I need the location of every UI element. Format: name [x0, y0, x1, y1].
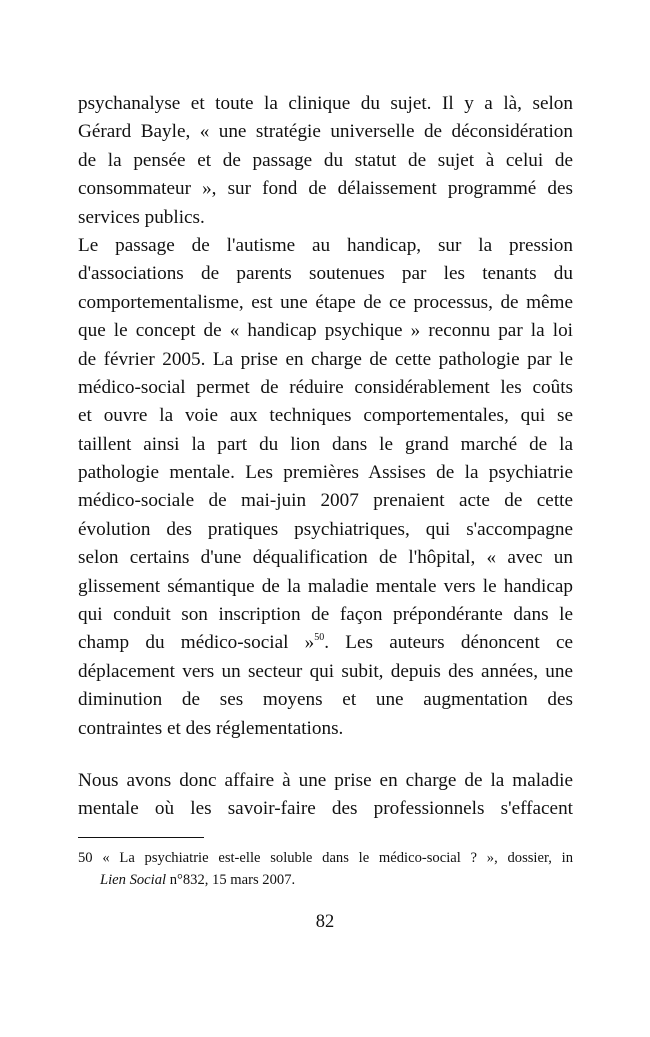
text-line: déplacement vers un secteur qui subit, depuis des années, une — [78, 660, 573, 682]
text-line: évolution des pratiques psychiatriques, qui s'accompagne — [78, 518, 573, 540]
footnote-text: « La psychiatrie est-elle soluble dans le médico-social ? », dossier, in — [102, 850, 573, 866]
text-line: comportementalisme, est une étape de ce processus, de même — [78, 291, 573, 313]
text-line: et ouvre la voie aux techniques comportementales, qui se — [78, 405, 573, 427]
text-line: de février 2005. La prise en charge de cette pathologie par le — [78, 348, 573, 370]
text-line: taillent ainsi la part du lion dans le grand marché de la — [78, 433, 573, 455]
paragraph-gap — [78, 743, 573, 767]
body-text — [78, 90, 573, 824]
text-line: consommateur », sur fond de délaissement programmé des — [78, 178, 573, 200]
text-line: Gérard Bayle, « une stratégie universelle de déconsidération — [78, 121, 573, 143]
text-line: médico-social permet de réduire considérablement les coûts — [78, 376, 573, 398]
text-line: Le passage de l'autisme au handicap, sur la pression — [78, 234, 573, 256]
text-line: Nous avons donc affaire à une prise en charge de la maladie — [78, 769, 573, 791]
text-line: services publics. — [78, 206, 205, 228]
footnote-journal: Lien Social — [100, 872, 167, 888]
footnote-text: n°832, 15 mars 2007. — [166, 872, 296, 888]
text-line: selon certains d'une déqualification de l'hôpital, « avec un — [78, 547, 573, 569]
footnote-separator — [78, 837, 204, 838]
footnote-reference[interactable]: 50 — [314, 632, 325, 644]
text-line: mentale où les savoir-faire des professionnels s'effacent — [78, 798, 573, 820]
paragraph-1 — [78, 90, 573, 232]
paragraph-2 — [78, 232, 573, 743]
text-line — [78, 629, 573, 657]
text-segment: . Les auteurs dénoncent ce — [324, 632, 574, 654]
text-line: diminution de ses moyens et une augmentation des — [78, 689, 573, 711]
text-line: psychanalyse et toute la clinique du sujet. Il y a là, selon — [78, 93, 573, 114]
text-line: contraintes et des réglementations. — [78, 717, 344, 739]
paragraph-3 — [78, 767, 573, 824]
footnote — [78, 847, 573, 891]
footnote-number: 50 — [78, 850, 93, 866]
footnote-line — [78, 847, 573, 869]
footnote-line — [78, 869, 573, 891]
text-line: glissement sémantique de la maladie mentale vers le handicap — [78, 575, 573, 597]
text-line: d'associations de parents soutenues par les tenants du — [78, 263, 573, 285]
text-line: pathologie mentale. Les premières Assises de la psychiatrie — [78, 462, 573, 484]
text-line: de la pensée et de passage du statut de sujet à celui de — [78, 149, 573, 171]
text-segment: champ du médico-social » — [78, 632, 315, 654]
text-line: qui conduit son inscription de façon prépondérante dans le — [78, 604, 573, 626]
text-line: médico-sociale de mai-juin 2007 prenaient acte de cette — [78, 490, 573, 512]
page-number: 82 — [315, 912, 335, 932]
text-line: que le concept de « handicap psychique » reconnu par la loi — [78, 320, 573, 342]
